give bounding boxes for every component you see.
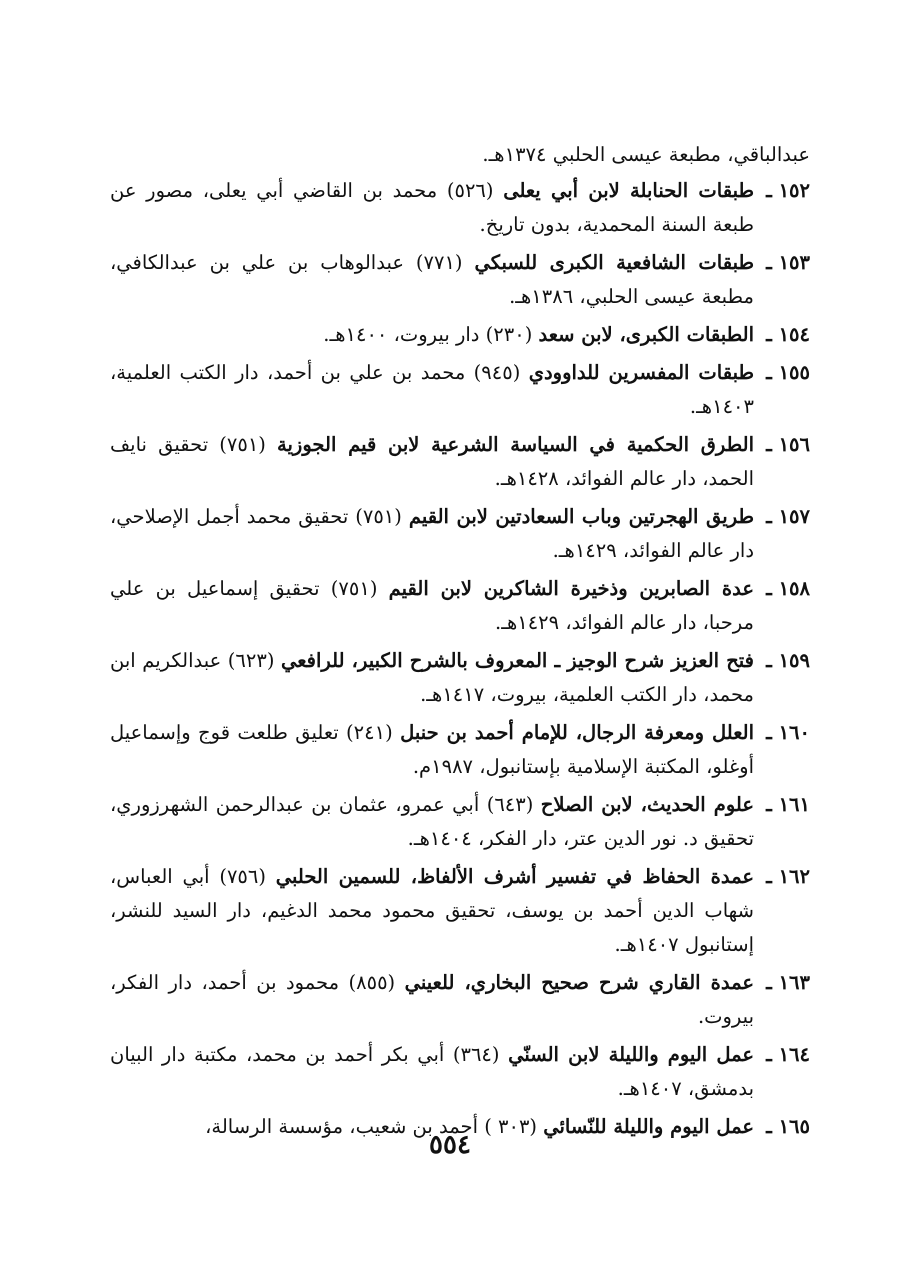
bibliography-entry: [110, 356, 810, 424]
entry-number: ١٥٩ ـ: [766, 649, 810, 672]
bibliography-entry: [110, 174, 810, 242]
entry-details: (٢٣٠) دار بيروت، ١٤٠٠هـ.: [323, 323, 539, 346]
entry-number: ١٦٣ ـ: [766, 971, 810, 994]
page-number: ٥٥٤: [429, 1130, 471, 1160]
entry-body: [110, 318, 754, 352]
entry-details: (٧٥١) تحقيق إسماعيل بن علي مرحبا، دار عالم الفوائد، ١٤٢٩هـ.: [110, 577, 754, 634]
entry-number: ١٥٨ ـ: [766, 577, 810, 600]
entry-title: طريق الهجرتين وباب السعادتين لابن القيم: [408, 505, 754, 528]
entry-title: عمل اليوم والليلة للنّسائي: [543, 1115, 754, 1138]
bibliography-entry: [110, 246, 810, 314]
bibliography-entry: [110, 428, 810, 496]
entry-number: ١٥٦ ـ: [766, 433, 810, 456]
entry-body: [110, 246, 754, 314]
entry-body: [110, 644, 754, 712]
entry-title: طبقات الشافعية الكبرى للسبكي: [474, 251, 754, 274]
entry-body: [110, 860, 754, 962]
entry-body: [110, 716, 754, 784]
entry-title: عمدة القاري شرح صحيح البخاري، للعيني: [404, 971, 754, 994]
entry-details: (٨٥٥) محمود بن أحمد، دار الفكر، بيروت.: [110, 971, 754, 1028]
entry-title: فتح العزيز شرح الوجيز ـ المعروف بالشرح الكبير، للرافعي: [280, 649, 754, 672]
entry-number: ١٥٥ ـ: [766, 361, 810, 384]
entry-title: علوم الحديث، لابن الصلاح: [540, 793, 754, 816]
bibliography-entry: [110, 860, 810, 962]
entry-details: (٧٧١) عبدالوهاب بن علي بن عبدالكافي، مطبعة عيسى الحلبي، ١٣٨٦هـ.: [110, 251, 754, 308]
entry-number: ١٥٣ ـ: [766, 251, 810, 274]
entry-details: (٧٥١) تحقيق محمد أجمل الإصلاحي، دار عالم الفوائد، ١٤٢٩هـ.: [110, 505, 754, 562]
entry-title: عمل اليوم والليلة لابن السنّي: [508, 1043, 754, 1066]
entry-number: ١٥٧ ـ: [766, 505, 810, 528]
bibliography-entry: [110, 644, 810, 712]
bibliography-entry: [110, 318, 810, 352]
entry-number: ١٦٢ ـ: [766, 865, 810, 888]
bibliography-entry: [110, 716, 810, 784]
entry-title: الطبقات الكبرى، لابن سعد: [538, 323, 754, 346]
entry-details: (٧٥٦) أبي العباس، شهاب الدين أحمد بن يوسف، تحقيق محمود محمد الدغيم، دار السيد للنشر، إستانبول ١٤٠٧هـ.: [110, 865, 754, 956]
entry-details: (٦٤٣) أبي عمرو، عثمان بن عبدالرحمن الشهرزوري، تحقيق د. نور الدين عتر، دار الفكر، ١٤٠٤هـ.: [110, 793, 754, 850]
entry-body: [110, 428, 754, 496]
entry-body: [110, 572, 754, 640]
entry-number: ١٦٤ ـ: [766, 1043, 810, 1066]
entry-details: (٣٠٣ ) أحمد بن شعيب، مؤسسة الرسالة،: [205, 1115, 544, 1138]
entry-title: طبقات المفسرين للداوودي: [528, 361, 754, 384]
entry-number: ١٥٤ ـ: [766, 323, 810, 346]
bibliography-entry: [110, 1038, 810, 1106]
entry-body: [110, 174, 754, 242]
entry-body: [110, 788, 754, 856]
bibliography-entry: [110, 572, 810, 640]
entry-title: عمدة الحفاظ في تفسير أشرف الألفاظ، للسمين الحلبي: [275, 865, 754, 888]
entry-details: (٦٢٣) عبدالكريم ابن محمد، دار الكتب العلمية، بيروت، ١٤١٧هـ.: [110, 649, 754, 706]
entry-number: ١٥٢ ـ: [766, 179, 810, 202]
entry-number: ١٦١ ـ: [766, 793, 810, 816]
page-body: [110, 140, 810, 1148]
entry-title: العلل ومعرفة الرجال، للإمام أحمد بن حنبل: [400, 721, 754, 744]
bibliography-entry: [110, 788, 810, 856]
entry-body: [110, 966, 754, 1034]
entry-body: [110, 356, 754, 424]
entry-body: [110, 1038, 754, 1106]
entry-number: ١٦٠ ـ: [766, 721, 810, 744]
bibliography-entry: [110, 966, 810, 1034]
entry-number: ١٦٥ ـ: [766, 1115, 810, 1138]
entry-details: (٧٥١) تحقيق نايف الحمد، دار عالم الفوائد، ١٤٢٨هـ.: [110, 433, 754, 490]
entry-details: (٩٤٥) محمد بن علي بن أحمد، دار الكتب العلمية، ١٤٠٣هـ.: [110, 361, 754, 418]
continuation-line: عبدالباقي، مطبعة عيسى الحلبي ١٣٧٤هـ.: [482, 143, 810, 166]
entry-body: [110, 500, 754, 568]
bibliography-entry: [110, 500, 810, 568]
entry-details: (٣٦٤) أبي بكر أحمد بن محمد، مكتبة دار البيان بدمشق، ١٤٠٧هـ.: [110, 1043, 754, 1100]
entry-details: (٢٤١) تعليق طلعت قوج وإسماعيل أوغلو، المكتبة الإسلامية بإستانبول، ١٩٨٧م.: [110, 721, 754, 778]
entry-title: عدة الصابرين وذخيرة الشاكرين لابن القيم: [388, 577, 754, 600]
entry-title: طبقات الحنابلة لابن أبي يعلى: [503, 179, 755, 202]
entry-title: الطرق الحكمية في السياسة الشرعية لابن قيم الجوزية: [277, 433, 754, 456]
entry-details: (٥٢٦) محمد بن القاضي أبي يعلى، مصور عن طبعة السنة المحمدية، بدون تاريخ.: [110, 179, 754, 236]
